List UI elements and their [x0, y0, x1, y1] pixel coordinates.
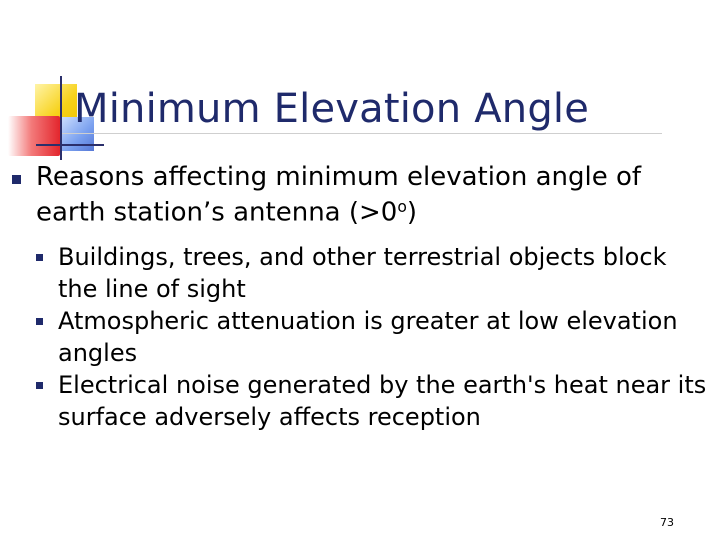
title-divider	[62, 133, 662, 134]
main-bullet-text	[36, 162, 708, 228]
logo-horizontal-line	[36, 144, 104, 146]
main-bullet-text-end: )	[406, 197, 418, 228]
sub-bullet-item	[34, 369, 708, 433]
sub-bullet-text: Atmospheric attenuation is greater at low elevation angles	[58, 306, 678, 367]
sub-bullet-text: Electrical noise generated by the earth's heat near its surface adversely affects reception	[58, 370, 707, 431]
square-bullet-icon	[36, 382, 43, 389]
square-bullet-icon	[36, 254, 43, 261]
logo-vertical-line	[60, 76, 62, 160]
bullet-list	[8, 162, 708, 433]
sub-bullet-text: Buildings, trees, and other terrestrial objects block the line of sight	[58, 242, 667, 303]
degree-superscript: o	[397, 198, 407, 216]
slide-title: Minimum Elevation Angle	[74, 86, 590, 132]
main-bullet	[8, 162, 708, 228]
square-bullet-icon	[36, 318, 43, 325]
page-number: 73	[660, 516, 674, 529]
sub-bullet-item	[34, 241, 708, 305]
sub-bullet-item	[34, 305, 708, 369]
main-bullet-text-part: Reasons affecting minimum elevation angle of earth station’s antenna (>0	[36, 162, 642, 228]
sub-bullet-list	[8, 241, 708, 433]
logo-red-square	[8, 116, 60, 156]
square-bullet-icon	[12, 175, 21, 184]
